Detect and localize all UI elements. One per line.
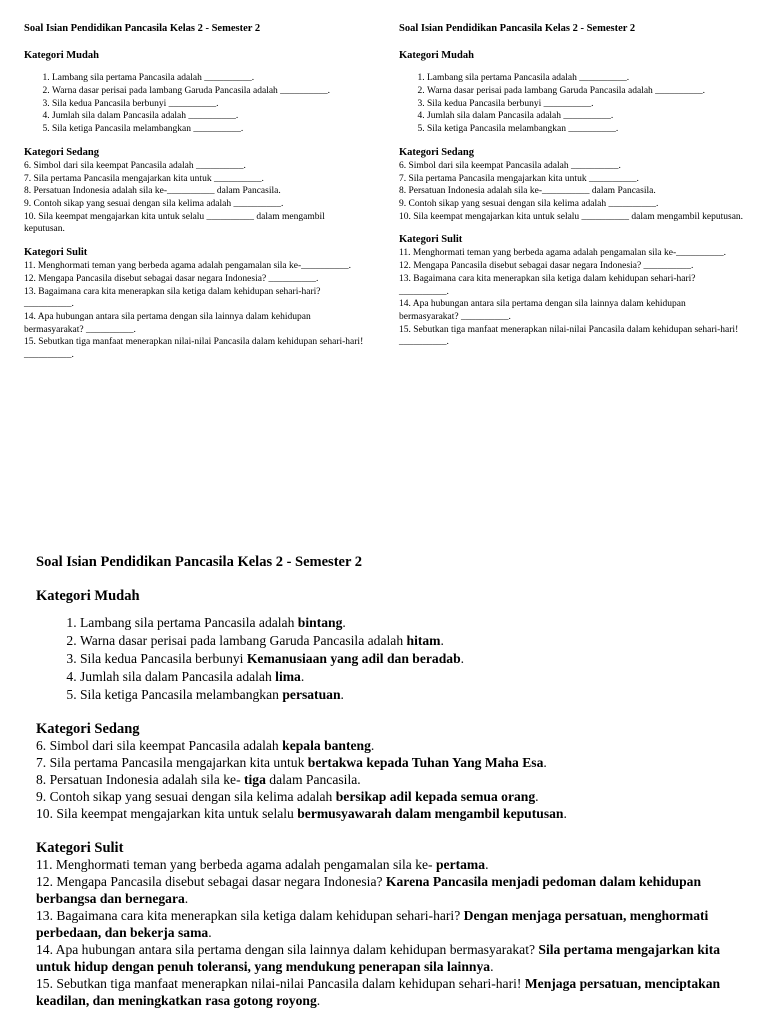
question-item: 1. Lambang sila pertama Pancasila adalah __________. xyxy=(427,72,744,85)
question-text: Warna dasar perisai pada lambang Garuda Pancasila adalah xyxy=(80,633,407,649)
worksheet-title: Soal Isian Pendidikan Pancasila Kelas 2 - Semester 2 xyxy=(399,23,636,34)
worksheet-left xyxy=(24,22,364,362)
easy-answer-list xyxy=(36,615,736,704)
answer-text: pertama xyxy=(435,857,486,873)
easy-question-list xyxy=(399,72,744,136)
answer-item xyxy=(36,942,736,976)
answer-item xyxy=(80,687,736,704)
answer-end: . xyxy=(340,687,344,703)
question-text: 6. Simbol dari sila keempat Pancasila adalah xyxy=(36,738,283,754)
question-item: 3. Sila kedua Pancasila berbunyi __________. xyxy=(427,98,744,111)
question-text: 14. Apa hubungan antara sila pertama dengan sila lainnya dalam kehidupan bermasyarakat? xyxy=(36,942,539,958)
answer-end: . xyxy=(563,806,567,822)
answer-text: Kemanusiaan yang adil dan beradab xyxy=(246,651,461,667)
question-item: 8. Persatuan Indonesia adalah sila ke-__________ dalam Pancasila. xyxy=(399,186,656,197)
answer-item xyxy=(36,772,736,789)
answer-item xyxy=(36,755,736,772)
worksheet-right xyxy=(399,22,744,349)
answer-end: . xyxy=(208,925,212,941)
answer-text: hitam xyxy=(406,633,441,649)
question-item: 10. Sila keempat mengajarkan kita untuk selalu __________ dalam mengambil keputusan. xyxy=(399,211,744,222)
question-text: 15. Sebutkan tiga manfaat menerapkan nilai-nilai Pancasila dalam kehidupan sehari-hari! xyxy=(36,976,525,992)
question-text: Sila kedua Pancasila berbunyi xyxy=(80,651,247,667)
category-easy-heading: Kategori Mudah xyxy=(36,588,140,605)
answer-item xyxy=(36,857,736,874)
answer-end: dalam Pancasila. xyxy=(265,772,361,788)
question-item: 1. Lambang sila pertama Pancasila adalah __________. xyxy=(52,72,364,85)
answer-end: . xyxy=(184,891,189,907)
question-item: 12. Mengapa Pancasila disebut sebagai dasar negara Indonesia? __________. xyxy=(24,273,319,284)
answer-end: . xyxy=(316,993,321,1009)
answer-text: tiga xyxy=(244,772,266,788)
answer-end: . xyxy=(440,633,444,649)
question-text: 10. Sila keempat mengajarkan kita untuk selalu xyxy=(36,806,298,822)
question-text: 8. Persatuan Indonesia adalah sila ke- xyxy=(36,772,244,788)
category-hard-heading: Kategori Sulit xyxy=(399,234,463,246)
category-easy-heading: Kategori Mudah xyxy=(399,50,474,62)
answer-text: Karena Pancasila menjadi pedoman dalam kehidupan berbangsa dan bernegara xyxy=(36,874,702,907)
answer-item xyxy=(36,976,736,1010)
answer-text: persatuan xyxy=(282,687,341,703)
answer-item xyxy=(80,633,736,650)
question-item: 14. Apa hubungan antara sila pertama dengan sila lainnya dalam kehidupan bermasyarakat? __________. xyxy=(399,299,686,323)
question-item: 15. Sebutkan tiga manfaat menerapkan nilai-nilai Pancasila dalam kehidupan sehari-hari! __________. xyxy=(399,324,739,348)
category-medium-heading: Kategori Sedang xyxy=(36,721,140,738)
question-item: 5. Sila ketiga Pancasila melambangkan __________. xyxy=(52,123,364,136)
answer-item xyxy=(36,738,736,755)
question-text: Jumlah sila dalam Pancasila adalah xyxy=(80,669,276,685)
question-text: 9. Contoh sikap yang sesuai dengan sila kelima adalah xyxy=(36,789,336,805)
question-item: 4. Jumlah sila dalam Pancasila adalah __________. xyxy=(52,110,364,123)
question-text: 13. Bagaimana cara kita menerapkan sila ketiga dalam kehidupan sehari-hari? xyxy=(36,908,464,924)
answer-item xyxy=(36,789,736,806)
answer-end: . xyxy=(460,651,465,667)
answer-text: kepala banteng xyxy=(282,738,371,754)
answer-item xyxy=(36,908,736,942)
question-text: 12. Mengapa Pancasila disebut sebagai dasar negara Indonesia? xyxy=(36,874,386,890)
answer-end: . xyxy=(370,738,375,754)
question-item: 11. Menghormati teman yang berbeda agama adalah pengamalan sila ke-__________. xyxy=(399,248,727,259)
answer-end: . xyxy=(300,669,305,685)
answer-end: . xyxy=(490,959,494,975)
question-item: 2. Warna dasar perisai pada lambang Garuda Pancasila adalah __________. xyxy=(427,85,744,98)
question-text: Lambang sila pertama Pancasila adalah xyxy=(80,615,298,631)
answer-end: . xyxy=(535,789,539,805)
answer-text: Sila pertama mengajarkan kita untuk hidup dengan penuh toleransi, yang mendukung penerapan sila lainnya xyxy=(36,942,721,975)
category-hard-heading: Kategori Sulit xyxy=(36,840,124,857)
question-item: 5. Sila ketiga Pancasila melambangkan __________. xyxy=(427,123,744,136)
question-item: 7. Sila pertama Pancasila mengajarkan kita untuk __________. xyxy=(24,173,264,184)
question-item: 12. Mengapa Pancasila disebut sebagai dasar negara Indonesia? __________. xyxy=(399,261,694,272)
question-item: 11. Menghormati teman yang berbeda agama adalah pengamalan sila ke-__________. xyxy=(24,261,352,272)
question-text: 7. Sila pertama Pancasila mengajarkan kita untuk xyxy=(36,755,308,771)
question-item: 6. Simbol dari sila keempat Pancasila adalah __________. xyxy=(399,160,621,171)
answer-end: . xyxy=(485,857,489,873)
answer-text: bersikap adil kepada semua orang xyxy=(335,789,536,805)
worksheet-title: Soal Isian Pendidikan Pancasila Kelas 2 - Semester 2 xyxy=(24,23,261,34)
answer-item xyxy=(80,615,736,632)
answer-text: bermusyawarah dalam mengambil keputusan xyxy=(297,806,564,822)
question-item: 3. Sila kedua Pancasila berbunyi __________. xyxy=(52,98,364,111)
category-medium-heading: Kategori Sedang xyxy=(24,146,99,158)
question-item: 6. Simbol dari sila keempat Pancasila adalah __________. xyxy=(24,160,246,171)
answer-text: lima xyxy=(275,669,301,685)
question-item: 13. Bagaimana cara kita menerapkan sila ketiga dalam kehidupan sehari-hari? __________. xyxy=(399,273,696,297)
answer-text: Dengan menjaga persatuan, menghormati perbedaan, dan bekerja sama xyxy=(36,908,709,941)
question-item: 13. Bagaimana cara kita menerapkan sila ketiga dalam kehidupan sehari-hari? __________. xyxy=(24,286,321,310)
answer-text: bintang xyxy=(297,615,343,631)
question-item: 14. Apa hubungan antara sila pertama dengan sila lainnya dalam kehidupan bermasyarakat? __________. xyxy=(24,312,311,335)
answer-key xyxy=(36,553,736,1010)
answer-item xyxy=(36,874,736,908)
answer-end: . xyxy=(543,755,547,771)
question-item: 10. Sila keempat mengajarkan kita untuk selalu __________ dalam mengambil keputusan. xyxy=(24,211,325,235)
question-item: 2. Warna dasar perisai pada lambang Garuda Pancasila adalah __________. xyxy=(52,85,364,98)
answer-end: . xyxy=(342,615,346,631)
category-easy-heading: Kategori Mudah xyxy=(24,50,99,62)
category-hard-heading: Kategori Sulit xyxy=(24,247,88,259)
category-medium-heading: Kategori Sedang xyxy=(399,146,474,158)
easy-question-list xyxy=(24,72,364,136)
question-item: 7. Sila pertama Pancasila mengajarkan kita untuk __________. xyxy=(399,173,639,184)
answer-key-title: Soal Isian Pendidikan Pancasila Kelas 2 - Semester 2 xyxy=(36,554,363,570)
answer-text: bertakwa kepada Tuhan Yang Maha Esa xyxy=(307,755,544,771)
question-item: 9. Contoh sikap yang sesuai dengan sila kelima adalah __________. xyxy=(399,198,659,209)
answer-item xyxy=(80,651,736,668)
question-text: Sila ketiga Pancasila melambangkan xyxy=(80,687,283,703)
answer-item xyxy=(80,669,736,686)
question-item: 4. Jumlah sila dalam Pancasila adalah __________. xyxy=(427,110,744,123)
question-item: 15. Sebutkan tiga manfaat menerapkan nilai-nilai Pancasila dalam kehidupan sehari-hari! __________. xyxy=(24,337,364,361)
answer-text: Menjaga persatuan, menciptakan keadilan, dan meningkatkan rasa gotong royong xyxy=(36,976,721,1009)
answer-item xyxy=(36,806,736,823)
question-item: 8. Persatuan Indonesia adalah sila ke-__________ dalam Pancasila. xyxy=(24,186,281,197)
question-text: 11. Menghormati teman yang berbeda agama adalah pengamalan sila ke- xyxy=(36,857,436,873)
question-item: 9. Contoh sikap yang sesuai dengan sila kelima adalah __________. xyxy=(24,198,284,209)
